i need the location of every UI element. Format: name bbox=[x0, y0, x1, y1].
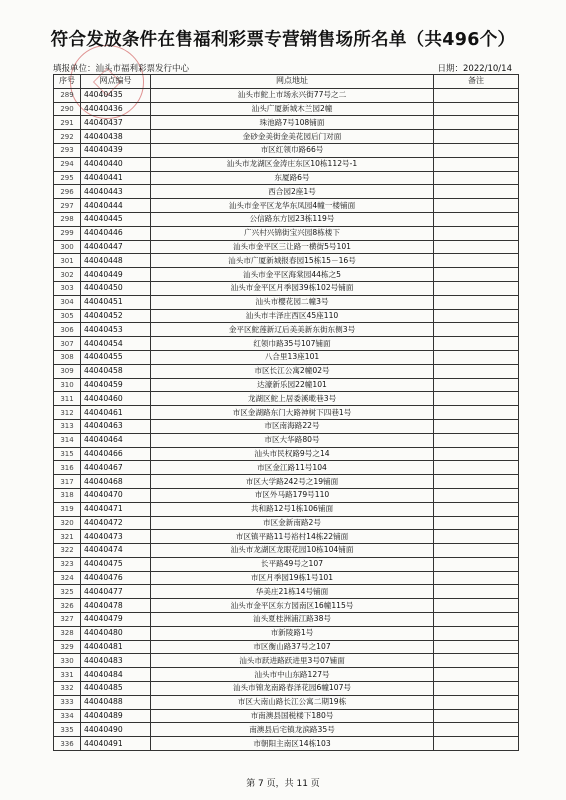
cell-remark bbox=[434, 171, 519, 185]
cell-remark bbox=[434, 709, 519, 723]
cell-remark bbox=[434, 723, 519, 737]
cell-code: 44040478 bbox=[81, 599, 151, 613]
table-row bbox=[54, 571, 519, 585]
cell-remark bbox=[434, 226, 519, 240]
table-row bbox=[54, 695, 519, 709]
cell-index: 309 bbox=[54, 364, 81, 378]
cell-code: 44040466 bbox=[81, 447, 151, 461]
cell-remark bbox=[434, 419, 519, 433]
cell-index: 317 bbox=[54, 475, 81, 489]
cell-index: 301 bbox=[54, 254, 81, 268]
cell-code: 44040441 bbox=[81, 171, 151, 185]
cell-code: 44040467 bbox=[81, 461, 151, 475]
outlet-table bbox=[53, 74, 519, 751]
cell-address: 市区长江公寓2幢02号 bbox=[151, 364, 434, 378]
cell-index: 333 bbox=[54, 695, 81, 709]
cell-address: 珠池路7号108铺面 bbox=[151, 116, 434, 130]
cell-code: 44040479 bbox=[81, 613, 151, 627]
cell-address: 市区大华路80号 bbox=[151, 433, 434, 447]
cell-index: 300 bbox=[54, 240, 81, 254]
cell-index: 328 bbox=[54, 626, 81, 640]
cell-remark bbox=[434, 130, 519, 144]
cell-remark bbox=[434, 350, 519, 364]
cell-address: 汕头夏桂洲浦江路38号 bbox=[151, 613, 434, 627]
cell-remark bbox=[434, 654, 519, 668]
page-title: 符合发放条件在售福利彩票专营销售场所名单（共496个） bbox=[50, 30, 516, 50]
cell-code: 44040484 bbox=[81, 668, 151, 682]
cell-code: 44040443 bbox=[81, 185, 151, 199]
cell-remark bbox=[434, 433, 519, 447]
cell-address: 龙湖区鮀上居委溪墘巷3号 bbox=[151, 392, 434, 406]
cell-index: 325 bbox=[54, 585, 81, 599]
cell-code: 44040475 bbox=[81, 557, 151, 571]
cell-code: 44040491 bbox=[81, 737, 151, 751]
cell-remark bbox=[434, 640, 519, 654]
table-row bbox=[54, 392, 519, 406]
cell-code: 44040490 bbox=[81, 723, 151, 737]
cell-address: 汕头市金平区三让路一横街5号101 bbox=[151, 240, 434, 254]
cell-address: 八合里13座101 bbox=[151, 350, 434, 364]
cell-index: 291 bbox=[54, 116, 81, 130]
cell-remark bbox=[434, 364, 519, 378]
cell-index: 329 bbox=[54, 640, 81, 654]
table-row bbox=[54, 668, 519, 682]
cell-code: 44040455 bbox=[81, 350, 151, 364]
cell-remark bbox=[434, 240, 519, 254]
cell-remark bbox=[434, 682, 519, 696]
cell-remark bbox=[434, 530, 519, 544]
cell-address: 汕头市龙湖区金涛庄东区10栋112号-1 bbox=[151, 157, 434, 171]
cell-index: 311 bbox=[54, 392, 81, 406]
cell-address: 市区金新南路2号 bbox=[151, 516, 434, 530]
cell-address: 市区镇平路11号裕村14栋22铺面 bbox=[151, 530, 434, 544]
report-date: 日期：2022/10/14 bbox=[437, 64, 512, 74]
cell-index: 306 bbox=[54, 323, 81, 337]
cell-code: 44040470 bbox=[81, 488, 151, 502]
cell-index: 297 bbox=[54, 199, 81, 213]
cell-remark bbox=[434, 295, 519, 309]
cell-code: 44040488 bbox=[81, 695, 151, 709]
cell-remark bbox=[434, 88, 519, 102]
cell-code: 44040459 bbox=[81, 378, 151, 392]
cell-address: 东厦路6号 bbox=[151, 171, 434, 185]
cell-remark bbox=[434, 544, 519, 558]
cell-index: 307 bbox=[54, 337, 81, 351]
cell-index: 323 bbox=[54, 557, 81, 571]
table-row bbox=[54, 530, 519, 544]
table-row bbox=[54, 502, 519, 516]
table-row bbox=[54, 102, 519, 116]
cell-index: 312 bbox=[54, 406, 81, 420]
cell-remark bbox=[434, 309, 519, 323]
cell-index: 334 bbox=[54, 709, 81, 723]
cell-address: 汕头市中山东路127号 bbox=[151, 668, 434, 682]
reporting-unit: 填报单位：汕头市福利彩票发行中心 bbox=[53, 64, 190, 74]
cell-remark bbox=[434, 406, 519, 420]
table-row bbox=[54, 475, 519, 489]
cell-address: 市区红领巾路66号 bbox=[151, 143, 434, 157]
table-row bbox=[54, 599, 519, 613]
table-row bbox=[54, 709, 519, 723]
cell-address: 汕头市金平区月季园39栋102号铺面 bbox=[151, 281, 434, 295]
cell-code: 44040481 bbox=[81, 640, 151, 654]
cell-address: 汕头市龙湖区龙眼花园10栋104铺面 bbox=[151, 544, 434, 558]
cell-code: 44040446 bbox=[81, 226, 151, 240]
table-row bbox=[54, 461, 519, 475]
cell-address: 广兴村兴锦街宝兴园8栋楼下 bbox=[151, 226, 434, 240]
cell-remark bbox=[434, 695, 519, 709]
page-footer: 第 7 页，共 11 页 bbox=[246, 779, 320, 789]
cell-address: 汕头市广厦新城报春园15栋15－16号 bbox=[151, 254, 434, 268]
cell-index: 319 bbox=[54, 502, 81, 516]
cell-index: 322 bbox=[54, 544, 81, 558]
cell-remark bbox=[434, 488, 519, 502]
cell-remark bbox=[434, 102, 519, 116]
table-row bbox=[54, 130, 519, 144]
cell-code: 44040476 bbox=[81, 571, 151, 585]
cell-address: 达濠新乐园22幢101 bbox=[151, 378, 434, 392]
cell-remark bbox=[434, 461, 519, 475]
header-index: 序号 bbox=[54, 75, 81, 89]
cell-code: 44040461 bbox=[81, 406, 151, 420]
cell-remark bbox=[434, 199, 519, 213]
header-remark: 备注 bbox=[434, 75, 519, 89]
table-row bbox=[54, 682, 519, 696]
cell-index: 336 bbox=[54, 737, 81, 751]
cell-address: 市区外马路179号110 bbox=[151, 488, 434, 502]
cell-code: 44040483 bbox=[81, 654, 151, 668]
cell-address: 华美庄21栋14号铺面 bbox=[151, 585, 434, 599]
cell-code: 44040489 bbox=[81, 709, 151, 723]
cell-index: 314 bbox=[54, 433, 81, 447]
table-row bbox=[54, 199, 519, 213]
cell-index: 332 bbox=[54, 682, 81, 696]
cell-index: 310 bbox=[54, 378, 81, 392]
cell-remark bbox=[434, 268, 519, 282]
cell-code: 44040480 bbox=[81, 626, 151, 640]
cell-code: 44040472 bbox=[81, 516, 151, 530]
table-row bbox=[54, 240, 519, 254]
cell-code: 44040449 bbox=[81, 268, 151, 282]
table-row bbox=[54, 737, 519, 751]
cell-address: 汕头市跃进路跃进里3号07铺面 bbox=[151, 654, 434, 668]
cell-index: 293 bbox=[54, 143, 81, 157]
cell-address: 市区月季园19栋1号101 bbox=[151, 571, 434, 585]
table-row bbox=[54, 295, 519, 309]
cell-address: 金平区鮀莲新辽后美美新东街东侧3号 bbox=[151, 323, 434, 337]
cell-address: 汕头广厦新城木兰园2幢 bbox=[151, 102, 434, 116]
cell-index: 315 bbox=[54, 447, 81, 461]
cell-address: 市南澳县国税楼下180号 bbox=[151, 709, 434, 723]
cell-code: 44040451 bbox=[81, 295, 151, 309]
cell-index: 327 bbox=[54, 613, 81, 627]
table-row bbox=[54, 88, 519, 102]
cell-address: 市朝阳主南区14栋103 bbox=[151, 737, 434, 751]
table-body bbox=[54, 88, 519, 750]
cell-code: 44040468 bbox=[81, 475, 151, 489]
cell-index: 294 bbox=[54, 157, 81, 171]
table-row bbox=[54, 268, 519, 282]
cell-index: 308 bbox=[54, 350, 81, 364]
cell-index: 295 bbox=[54, 171, 81, 185]
table-row bbox=[54, 419, 519, 433]
cell-code: 44040464 bbox=[81, 433, 151, 447]
cell-address: 市区金湖路东门大路神树下四巷1号 bbox=[151, 406, 434, 420]
cell-address: 西合园2座1号 bbox=[151, 185, 434, 199]
table-row bbox=[54, 254, 519, 268]
table-row bbox=[54, 557, 519, 571]
table-row bbox=[54, 433, 519, 447]
cell-index: 302 bbox=[54, 268, 81, 282]
cell-address: 汕头市金平区海棠园44栋之5 bbox=[151, 268, 434, 282]
cell-code: 44040440 bbox=[81, 157, 151, 171]
cell-remark bbox=[434, 337, 519, 351]
table-row bbox=[54, 488, 519, 502]
cell-remark bbox=[434, 585, 519, 599]
table-row bbox=[54, 723, 519, 737]
cell-remark bbox=[434, 599, 519, 613]
cell-remark bbox=[434, 613, 519, 627]
cell-index: 331 bbox=[54, 668, 81, 682]
header-address: 网点地址 bbox=[151, 75, 434, 89]
cell-code: 44040471 bbox=[81, 502, 151, 516]
cell-address: 市区大南山路长江公寓二期19栋 bbox=[151, 695, 434, 709]
table-row bbox=[54, 544, 519, 558]
cell-code: 44040448 bbox=[81, 254, 151, 268]
cell-address: 市区大学路242号之19铺面 bbox=[151, 475, 434, 489]
cell-code: 44040437 bbox=[81, 116, 151, 130]
cell-code: 44040473 bbox=[81, 530, 151, 544]
cell-code: 44040439 bbox=[81, 143, 151, 157]
cell-address: 市新陵路1号 bbox=[151, 626, 434, 640]
cell-code: 44040463 bbox=[81, 419, 151, 433]
cell-address: 红领巾路35号107铺面 bbox=[151, 337, 434, 351]
table-row bbox=[54, 406, 519, 420]
cell-remark bbox=[434, 116, 519, 130]
cell-code: 44040436 bbox=[81, 102, 151, 116]
table-row bbox=[54, 157, 519, 171]
cell-code: 44040485 bbox=[81, 682, 151, 696]
cell-index: 296 bbox=[54, 185, 81, 199]
table-row bbox=[54, 585, 519, 599]
cell-remark bbox=[434, 571, 519, 585]
table-row bbox=[54, 654, 519, 668]
cell-remark bbox=[434, 502, 519, 516]
cell-code: 44040447 bbox=[81, 240, 151, 254]
cell-index: 318 bbox=[54, 488, 81, 502]
cell-index: 326 bbox=[54, 599, 81, 613]
cell-remark bbox=[434, 157, 519, 171]
cell-remark bbox=[434, 254, 519, 268]
cell-address: 南澳县后宅镇龙滨路35号 bbox=[151, 723, 434, 737]
cell-address: 市区南海路22号 bbox=[151, 419, 434, 433]
cell-index: 299 bbox=[54, 226, 81, 240]
cell-remark bbox=[434, 281, 519, 295]
cell-index: 305 bbox=[54, 309, 81, 323]
table-row bbox=[54, 143, 519, 157]
cell-code: 44040452 bbox=[81, 309, 151, 323]
cell-index: 335 bbox=[54, 723, 81, 737]
table-row bbox=[54, 613, 519, 627]
cell-code: 44040453 bbox=[81, 323, 151, 337]
table-row bbox=[54, 364, 519, 378]
cell-index: 330 bbox=[54, 654, 81, 668]
cell-index: 316 bbox=[54, 461, 81, 475]
cell-index: 298 bbox=[54, 212, 81, 226]
cell-index: 304 bbox=[54, 295, 81, 309]
cell-address: 汕头市金平区龙华东凤园4幢一楼铺面 bbox=[151, 199, 434, 213]
cell-index: 303 bbox=[54, 281, 81, 295]
cell-address: 公信路东方园23栋119号 bbox=[151, 212, 434, 226]
cell-code: 44040435 bbox=[81, 88, 151, 102]
cell-address: 汕头市樱花园二幢3号 bbox=[151, 295, 434, 309]
table-row bbox=[54, 171, 519, 185]
table-row bbox=[54, 447, 519, 461]
table-row bbox=[54, 212, 519, 226]
cell-remark bbox=[434, 185, 519, 199]
table-row bbox=[54, 626, 519, 640]
cell-code: 44040458 bbox=[81, 364, 151, 378]
cell-code: 44040454 bbox=[81, 337, 151, 351]
cell-index: 290 bbox=[54, 102, 81, 116]
cell-remark bbox=[434, 392, 519, 406]
cell-code: 44040438 bbox=[81, 130, 151, 144]
table-header-row bbox=[54, 75, 519, 89]
cell-address: 共和路12号1栋106铺面 bbox=[151, 502, 434, 516]
cell-address: 汕头市鮀上市场永兴街77号之二 bbox=[151, 88, 434, 102]
table-row bbox=[54, 516, 519, 530]
cell-code: 44040460 bbox=[81, 392, 151, 406]
table-row bbox=[54, 309, 519, 323]
table-row bbox=[54, 350, 519, 364]
cell-address: 市区金江路11号104 bbox=[151, 461, 434, 475]
cell-remark bbox=[434, 516, 519, 530]
cell-address: 市区衡山路37号之107 bbox=[151, 640, 434, 654]
cell-index: 289 bbox=[54, 88, 81, 102]
cell-address: 汕头市丰泽庄西区45座110 bbox=[151, 309, 434, 323]
cell-index: 324 bbox=[54, 571, 81, 585]
table-row bbox=[54, 116, 519, 130]
cell-index: 313 bbox=[54, 419, 81, 433]
cell-remark bbox=[434, 378, 519, 392]
header-code: 网点编号 bbox=[81, 75, 151, 89]
cell-remark bbox=[434, 143, 519, 157]
cell-remark bbox=[434, 557, 519, 571]
cell-code: 44040477 bbox=[81, 585, 151, 599]
cell-index: 321 bbox=[54, 530, 81, 544]
cell-address: 汕头市锦龙南路春泽花园6幢107号 bbox=[151, 682, 434, 696]
table-row bbox=[54, 281, 519, 295]
cell-remark bbox=[434, 626, 519, 640]
cell-code: 44040450 bbox=[81, 281, 151, 295]
cell-remark bbox=[434, 212, 519, 226]
table-row bbox=[54, 226, 519, 240]
cell-code: 44040445 bbox=[81, 212, 151, 226]
cell-remark bbox=[434, 447, 519, 461]
cell-address: 长平路49号之107 bbox=[151, 557, 434, 571]
table-row bbox=[54, 378, 519, 392]
table-row bbox=[54, 337, 519, 351]
cell-index: 292 bbox=[54, 130, 81, 144]
cell-remark bbox=[434, 668, 519, 682]
cell-remark bbox=[434, 323, 519, 337]
cell-address: 汕头市民权路9号之14 bbox=[151, 447, 434, 461]
table-row bbox=[54, 185, 519, 199]
cell-index: 320 bbox=[54, 516, 81, 530]
cell-address: 金砂金美街金美花园后门对面 bbox=[151, 130, 434, 144]
cell-address: 汕头市金平区东方园南区16幢115号 bbox=[151, 599, 434, 613]
cell-remark bbox=[434, 475, 519, 489]
cell-remark bbox=[434, 737, 519, 751]
table-row bbox=[54, 640, 519, 654]
cell-code: 44040444 bbox=[81, 199, 151, 213]
table-row bbox=[54, 323, 519, 337]
cell-code: 44040474 bbox=[81, 544, 151, 558]
